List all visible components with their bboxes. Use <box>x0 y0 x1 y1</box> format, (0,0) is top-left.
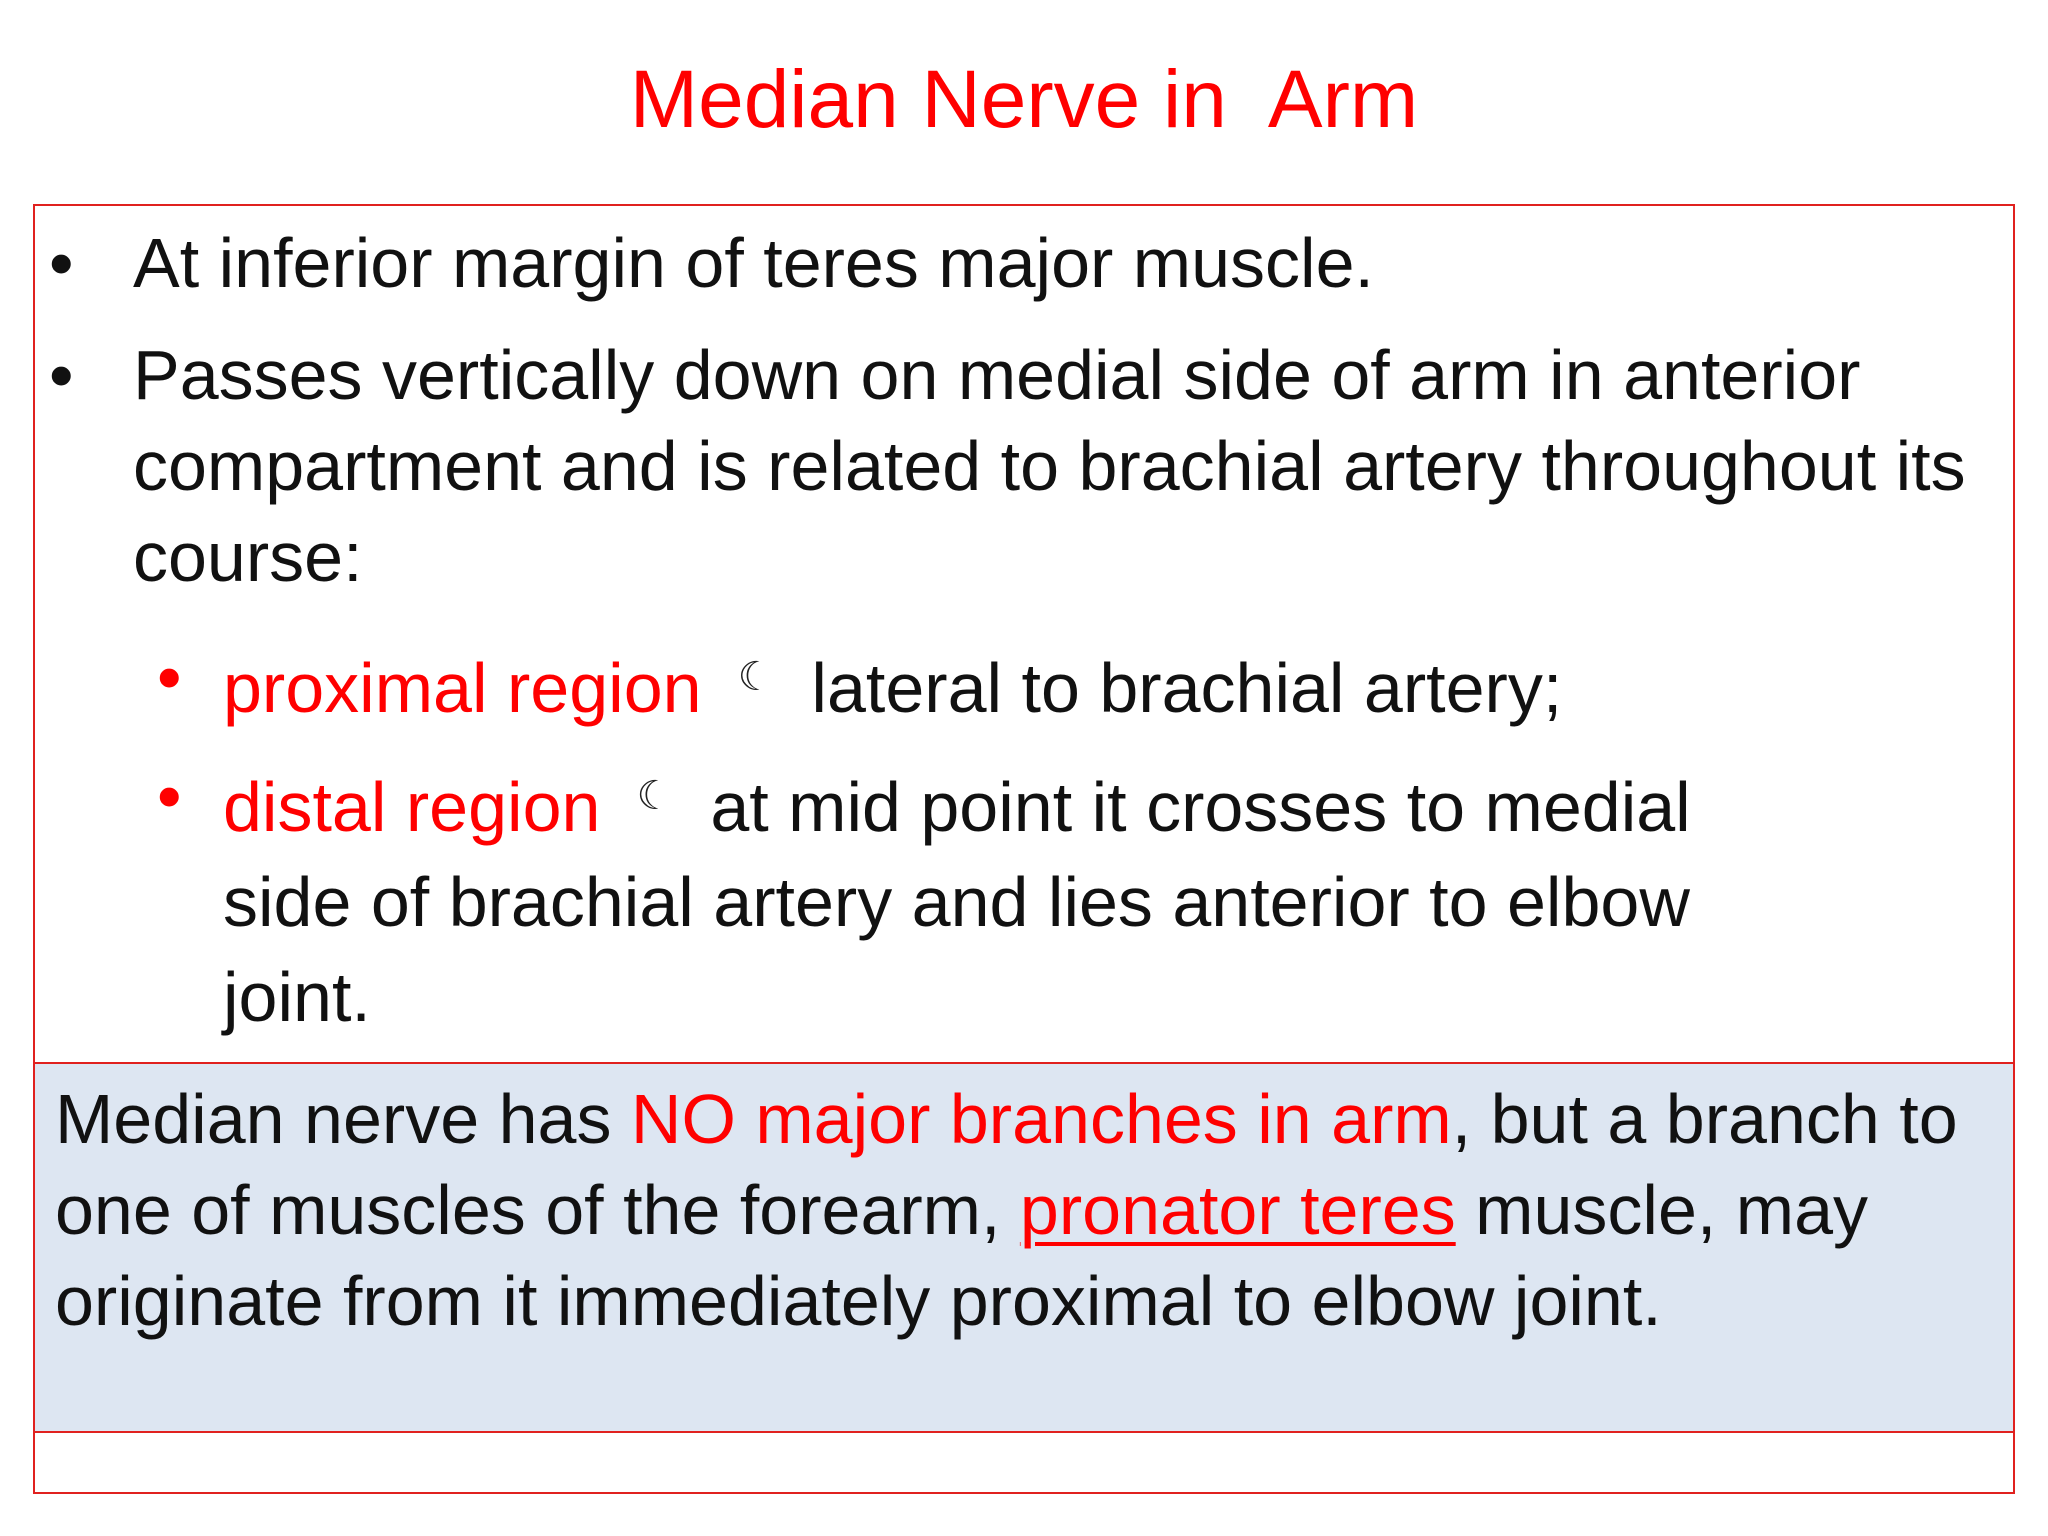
crescent-arrow-icon: ☾ <box>737 654 774 700</box>
sub-bullet-description: lateral to brachial artery; <box>811 649 1563 727</box>
bullet-dot-icon: • <box>49 336 74 414</box>
bullet-dot-icon: • <box>49 224 74 302</box>
sub-bullet-dot-icon: • <box>157 638 182 716</box>
crescent-arrow-icon: ☾ <box>636 773 673 819</box>
sub-bullet-label: distal region <box>223 768 601 846</box>
note-highlight: NO major branches in arm <box>630 1080 1452 1158</box>
slide-title: Median Nerve in Arm <box>629 54 1419 145</box>
sub-bullet-label: proximal region <box>223 649 702 727</box>
sub-bullet-text <box>223 630 1813 736</box>
note-text-part: Median nerve has <box>55 1080 631 1158</box>
sub-bullet-text <box>223 749 1813 1045</box>
note-text <box>55 1074 1993 1347</box>
sub-bullet-description: at mid point it crosses to medial side of brachial artery and lies anterior to elbow joint. <box>223 768 1691 1036</box>
bullet-list <box>35 206 2013 1062</box>
pronator-teres-link[interactable]: pronator teres <box>1019 1171 1456 1249</box>
note-text-part: muscle, may originate from it immediately proximal to elbow joint. <box>55 1171 1869 1340</box>
note-box <box>35 1062 2013 1433</box>
sub-bullet-dot-icon: • <box>157 757 182 835</box>
bullet-text: Passes vertically down on medial side of arm in anterior compartment and is related to brachial artery throughout its course: <box>133 336 1966 596</box>
content-frame <box>33 204 2015 1494</box>
bullet-text: At inferior margin of teres major muscle. <box>133 224 1374 302</box>
note-text-part: , but a branch to one of muscles of the forearm, <box>55 1080 1958 1249</box>
